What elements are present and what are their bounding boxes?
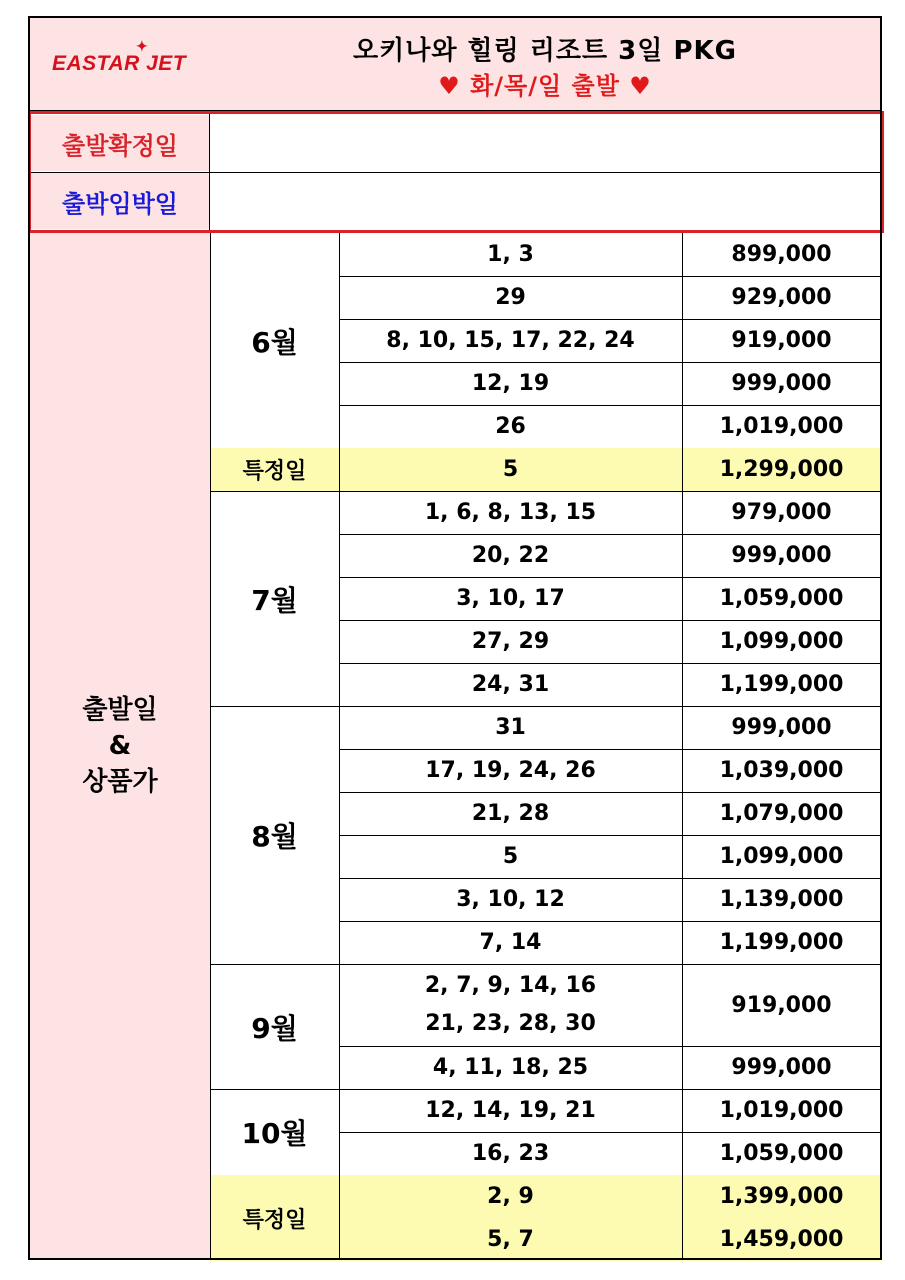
- price-cell: 1,019,000: [719, 1098, 844, 1123]
- month-label: 8월: [251, 820, 298, 853]
- dates-line: 2, 7, 9, 14, 16: [424, 973, 597, 998]
- special-date-label: 특정일: [210, 448, 339, 491]
- price-cell: 1,199,000: [719, 930, 844, 955]
- dates-line: 21, 23, 28, 30: [425, 1011, 596, 1036]
- price-cell: 999,000: [731, 371, 832, 396]
- page-title: 오키나와 힐링 리조트 3일 PKG: [352, 36, 737, 66]
- price-cell: 999,000: [731, 715, 832, 740]
- month-label: 10월: [241, 1117, 308, 1150]
- dates-cell: 17, 19, 24, 26: [425, 758, 596, 783]
- side-label-line3: 상품가: [82, 767, 158, 797]
- dates-cell: 1, 6, 8, 13, 15: [424, 500, 597, 525]
- month-label: 7월: [251, 583, 298, 617]
- price-cell: 1,019,000: [719, 414, 844, 439]
- month-label: 6월: [251, 325, 298, 359]
- month-label: 9월: [251, 1011, 298, 1045]
- dates-cell: 26: [495, 414, 526, 439]
- price-cell: 1,459,000: [682, 1218, 881, 1261]
- dates-cell: 3, 10, 12: [456, 887, 565, 912]
- price-cell: 1,099,000: [719, 844, 844, 869]
- price-cell: 1,099,000: [719, 629, 844, 654]
- price-cell: 1,199,000: [719, 672, 844, 697]
- dates-cell: 7, 14: [479, 930, 542, 955]
- price-cell: 1,059,000: [719, 1141, 844, 1166]
- side-label-line2: &: [108, 731, 132, 761]
- price-cell: 919,000: [731, 992, 832, 1018]
- price-cell: 999,000: [731, 543, 832, 568]
- price-cell: 919,000: [731, 328, 832, 353]
- page-frame: [28, 16, 882, 1260]
- dates-cell: 1, 3: [487, 242, 534, 267]
- dates-cell: 27, 29: [471, 629, 550, 654]
- dates-cell: 8, 10, 15, 17, 22, 24: [386, 328, 635, 353]
- price-cell: 979,000: [731, 500, 832, 525]
- eastar-jet-logo: EASTAR ✦ JET: [52, 38, 187, 75]
- dates-cell: 4, 11, 18, 25: [432, 1055, 589, 1080]
- departure-days-subtitle: ♥ 화/목/일 출발 ♥: [438, 72, 652, 100]
- dates-cell: 5: [339, 448, 682, 491]
- price-cell: 899,000: [731, 242, 832, 267]
- price-cell: 1,299,000: [682, 448, 881, 491]
- dates-cell: 12, 14, 19, 21: [425, 1098, 596, 1123]
- price-cell: 1,399,000: [682, 1175, 881, 1218]
- dates-cell: 3, 10, 17: [456, 586, 565, 611]
- price-cell: 1,139,000: [719, 887, 844, 912]
- price-cell: 1,059,000: [719, 586, 844, 611]
- price-cell: 1,039,000: [719, 758, 844, 783]
- imminent-departure-label: 출박임박일: [31, 173, 209, 229]
- price-cell: 999,000: [731, 1055, 832, 1080]
- side-label-line1: 출발일: [82, 695, 158, 725]
- dates-cell: 16, 23: [471, 1141, 550, 1166]
- dates-cell: 12, 19: [471, 371, 550, 396]
- special-date-label: 특정일: [210, 1175, 339, 1261]
- dates-cell: 2, 9: [339, 1175, 682, 1218]
- dates-cell: 31: [495, 715, 526, 740]
- dates-cell: 5: [502, 844, 519, 869]
- dates-cell: 20, 22: [471, 543, 550, 568]
- dates-cell: 5, 7: [339, 1218, 682, 1261]
- price-cell: 929,000: [731, 285, 832, 310]
- dates-cell: 29: [495, 285, 526, 310]
- price-cell: 1,079,000: [719, 801, 844, 826]
- confirmed-departure-label: 출발확정일: [31, 115, 209, 171]
- star-icon: ✦: [136, 38, 149, 54]
- dates-cell: 24, 31: [471, 672, 550, 697]
- dates-cell: 21, 28: [471, 801, 550, 826]
